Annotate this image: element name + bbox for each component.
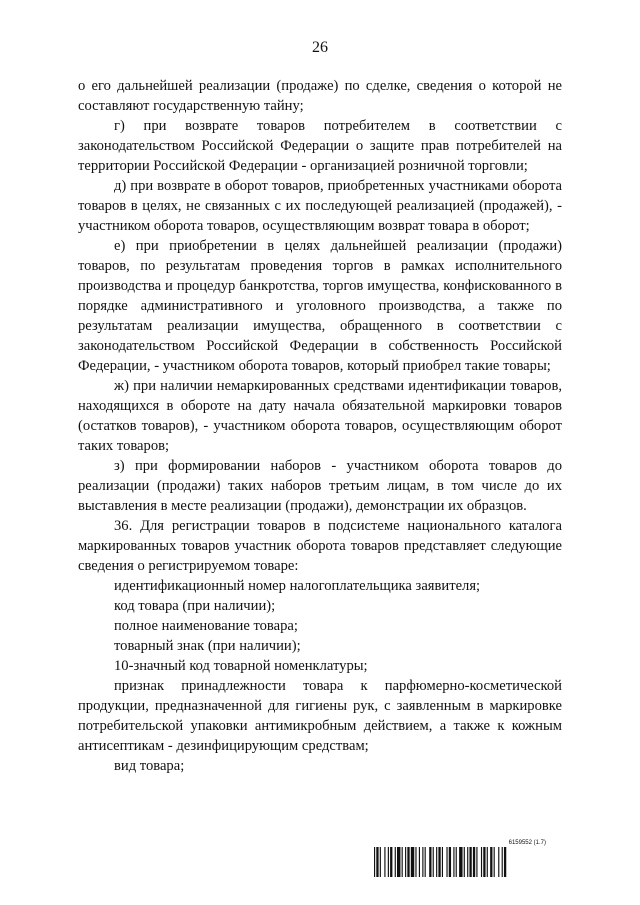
barcode-bar <box>390 847 392 877</box>
barcode-bar <box>388 847 389 877</box>
barcode-bar <box>494 847 495 877</box>
barcode-bar <box>380 847 381 877</box>
paragraph-item-e: е) при приобретении в целях дальнейшей реализации (продажи) товаров, по результатам проведения торгов в рамках исполнительного производства и процедур банкротства, торгов имущества, конфискованного в порядке административного и уголовного производства, а также по результатам реализации имущества, обращенного в соответствии с законодательством Российской Федерации в собственность Российской Федерации, - участником оборота товаров, который приобрел такие товары; <box>78 238 562 374</box>
barcode-bar <box>419 847 420 877</box>
barcode-bar <box>422 847 423 877</box>
barcode-bar <box>425 847 426 877</box>
barcode-bar <box>436 847 437 877</box>
paragraph-36: 36. Для регистрации товаров в подсистеме национального каталога маркированных товаров участник оборота товаров представляет следующие сведения о регистрируемом товаре: <box>78 518 562 574</box>
barcode-bar <box>384 847 385 877</box>
barcode <box>374 847 554 877</box>
list-item-tnved-code: 10-значный код товарной номенклатуры; <box>114 658 368 674</box>
barcode-bar <box>395 847 396 877</box>
paragraph-item-d: д) при возврате в оборот товаров, приобретенных участниками оборота товаров в целях, не связанных с их последующей реализацией (продажей), - участником оборота товаров, осуществляющим возврат товара в оборот; <box>78 178 562 234</box>
barcode-bar <box>411 847 414 877</box>
barcode-bar <box>449 847 451 877</box>
barcode-bar <box>402 847 403 877</box>
barcode-bar <box>438 847 440 877</box>
barcode-bar <box>498 847 499 877</box>
barcode-bar <box>415 847 416 877</box>
barcode-bar <box>407 847 409 877</box>
paragraph-item-z: з) при формировании наборов - участником оборота товаров до реализации (продажи) таких наборов третьим лицам, в том числе до их выставления в месте реализации (продажи), демонстрации их образцов. <box>78 458 562 514</box>
barcode-bar <box>433 847 434 877</box>
barcode-bar <box>490 847 492 877</box>
barcode-bar <box>453 847 454 877</box>
barcode-bar <box>487 847 488 877</box>
paragraph-item-zh: ж) при наличии немаркированных средствами идентификации товаров, находящихся в обороте на дату начала обязательной маркировки товаров (остатков товаров), - участником оборота товаров, осуществляющим оборот таких товаров; <box>78 378 562 454</box>
barcode-bar <box>502 847 503 877</box>
document-code: 6159552 (1.7) <box>508 840 546 846</box>
barcode-bar <box>456 847 457 877</box>
barcode-bar <box>376 847 378 877</box>
barcode-bar <box>467 847 468 877</box>
barcode-bar <box>442 847 443 877</box>
barcode-bar <box>429 847 431 877</box>
barcode-bar <box>374 847 375 877</box>
barcode-bar <box>476 847 477 877</box>
list-item-inn: идентификационный номер налогоплательщика заявителя; <box>114 578 481 594</box>
page-number: 26 <box>312 39 328 56</box>
list-item-product-type: вид товара; <box>114 758 185 774</box>
list-item-perfume-cosmetic-flag: признак принадлежности товара к парфюмерно-косметической продукции, предназначенной для гигиены рук, с заявленным в маркировке потребительской упаковки антимикробным действием, а также к кожным антисептикам - дезинфицирующим средствам; <box>78 678 562 754</box>
barcode-bar <box>446 847 447 877</box>
barcode-bar <box>481 847 482 877</box>
barcode-bar <box>469 847 471 877</box>
barcode-bar <box>397 847 400 877</box>
list-item-full-name: полное наименование товара; <box>114 618 298 634</box>
barcode-bar <box>459 847 462 877</box>
document-body <box>78 76 562 776</box>
barcode-bar <box>473 847 475 877</box>
paragraph-continuation: о его дальнейшей реализации (продаже) по сделке, сведения о которой не составляют государственную тайну; <box>78 78 562 114</box>
list-item-product-code: код товара (при наличии); <box>114 598 276 614</box>
barcode-bar <box>464 847 465 877</box>
barcode-bar <box>483 847 485 877</box>
barcode-bar <box>504 847 506 877</box>
paragraph-item-g: г) при возврате товаров потребителем в соответствии с законодательством Российской Федерации о защите прав потребителей на территории Российской Федерации - организацией розничной торговли; <box>78 118 562 174</box>
list-item-trademark: товарный знак (при наличии); <box>114 638 301 654</box>
barcode-bar <box>405 847 406 877</box>
